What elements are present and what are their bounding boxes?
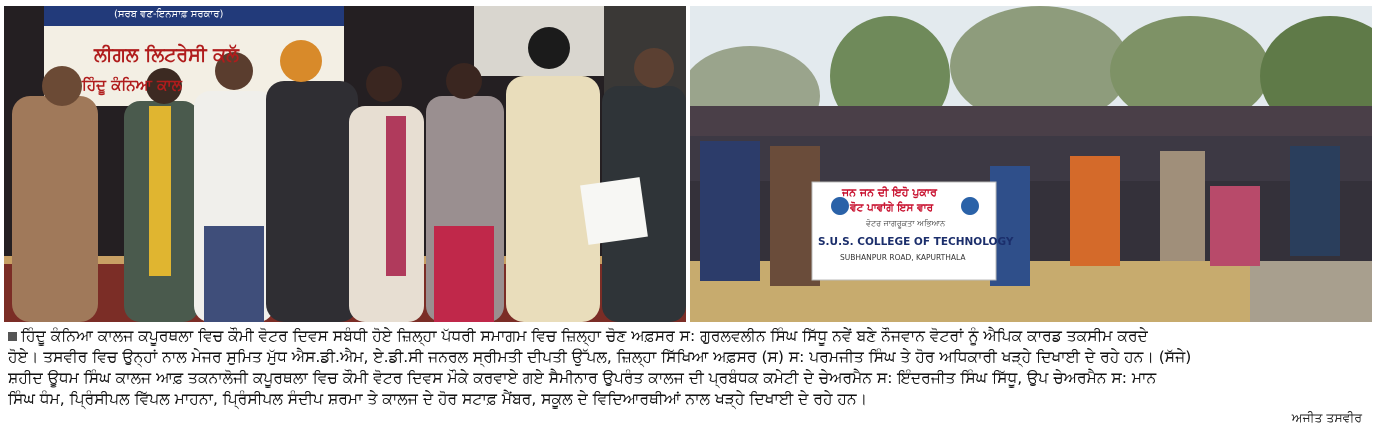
photo-right-group — [690, 6, 1372, 322]
banner-title-line1: ਲੀਗਲ ਲਿਟਰੇਸੀ ਕਲੱ — [94, 44, 239, 66]
caption-line-4: ਸਿੰਘ ਧੰਮ, ਪ੍ਰਿੰਸੀਪਲ ਵਿੱਪਲ ਮਾਹਨਾ, ਪ੍ਰਿੰਸੀਪਲ ਸੰਦੀਪ ਸ਼ਰਮਾ ਤੇ ਕਾਲਜ ਦੇ ਹੋਰ ਸਟਾਫ਼ ਮੈਂਬਰ, ਸਕੂਲ ਦੇ ਵਿਦਿਆਰਥੀਆਂ ਨਾਲ ਖੜ੍ਹੇ ਦਿਖਾਈ ਦੇ ਰਹੇ ਹਨ। — [8, 390, 868, 408]
photo-credit: ਅਜੀਤ ਤਸਵੀਰ — [1291, 410, 1362, 425]
seminar-banner-line3: ਵੋਟਰ ਜਾਗਰੂਕਤਾ ਅਭਿਆਨ — [866, 219, 946, 228]
crowd — [690, 106, 1372, 286]
photo-left-ceremony — [4, 6, 686, 322]
caption-line-3: ਸ਼ਹੀਦ ਊਧਮ ਸਿੰਘ ਕਾਲਜ ਆਫ਼ ਤਕਨਾਲੋਜੀ ਕਪੂਰਥਲਾ ਵਿਚ ਕੌਮੀ ਵੋਟਰ ਦਿਵਸ ਮੌਕੇ ਕਰਵਾਏ ਗਏ ਸੈਮੀਨਾਰ ਉਪਰੰਤ ਕਾਲਜ ਦੀ ਪ੍ਰਬੰਧਕ ਕਮੇਟੀ ਦੇ ਚੇਅਰਮੈਨ ਸ: ਇੰਦਰਜੀਤ ਸਿੰਘ ਸਿੱਧੂ, ਉਪ ਚੇਅਰਮੈਨ ਸ: ਮਾਨ — [8, 369, 1157, 387]
caption-line-1 — [8, 326, 1368, 347]
banner-title-line2: ਹਿੰਦੂ ਕੰਨਿਆ ਕਾਲ — [82, 76, 182, 94]
seminar-banner-line2: ਵੋਟ ਪਾਵਾਂਗੇ ਇਸ ਵਾਰ — [850, 202, 934, 214]
seminar-banner-college: S.U.S. COLLEGE OF TECHNOLOGY — [818, 236, 1014, 248]
group-photo-scene — [690, 6, 1372, 322]
caption-line-2: ਹੋਏ। ਤਸਵੀਰ ਵਿਚ ਉਨ੍ਹਾਂ ਨਾਲ ਮੇਜਰ ਸੁਮਿਤ ਮੁੱਧ ਐਸ.ਡੀ.ਐਮ, ਏ.ਡੀ.ਸੀ ਜਨਰਲ ਸ੍ਰੀਮਤੀ ਦੀਪਤੀ ਉੱਪਲ, ਜ਼ਿਲ੍ਹਾ ਸਿੱਖਿਆ ਅਫ਼ਸਰ (ਸ) ਸ: ਪਰਮਜੀਤ ਸਿੰਘ ਤੇ ਹੋਰ ਅਧਿਕਾਰੀ ਖੜ੍ਹੇ ਦਿਖਾਈ ਦੇ ਰਹੇ ਹਨ। (ਸੱਜੇ) — [8, 348, 1192, 366]
banner-top-text: (ਸਰਬ ਵਣ-ਇਨਸਾਫ਼ ਸਰਕਾਰ) — [114, 9, 224, 20]
caption-bullet-icon — [8, 332, 17, 341]
caption-line-1-text: ਹਿੰਦੂ ਕੰਨਿਆ ਕਾਲਜ ਕਪੂਰਥਲਾ ਵਿਚ ਕੌਮੀ ਵੋਟਰ ਦਿਵਸ ਸਬੰਧੀ ਹੋਏ ਜ਼ਿਲ੍ਹਾ ਪੱਧਰੀ ਸਮਾਗਮ ਵਿਚ ਜ਼ਿਲ੍ਹਾ ਚੋਣ ਅਫ਼ਸਰ ਸ: ਗੁਰਲਵਲੀਨ ਸਿੰਘ ਸਿੱਧੂ ਨਵੇਂ ਬਣੇ ਨੌਜਵਾਨ ਵੋਟਰਾਂ ਨੂੰ ਐਪਿਕ ਕਾਰਡ ਤਕਸੀਮ ਕਰਦੇ — [21, 327, 1148, 345]
seminar-banner-line1: ਜਨ ਜਨ ਦੀ ਇਹੋ ਪੁਕਾਰ — [842, 186, 937, 199]
photo-caption — [8, 326, 1368, 436]
seminar-banner-address: SUBHANPUR ROAD, KAPURTHALA — [840, 253, 966, 262]
